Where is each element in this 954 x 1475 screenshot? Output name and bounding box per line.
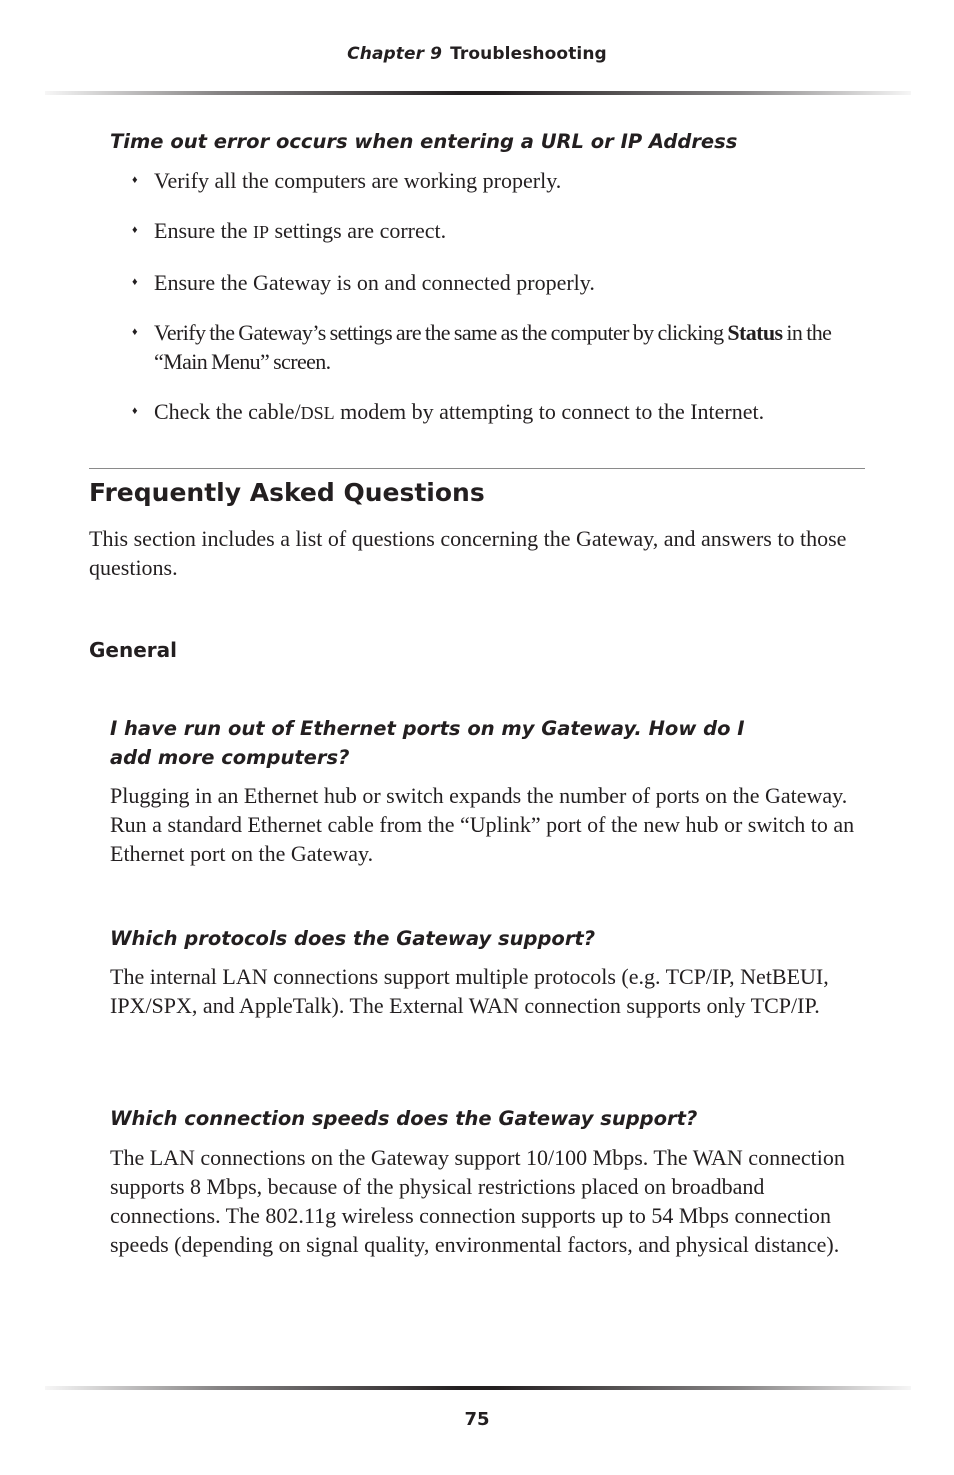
- header-rule: [45, 91, 911, 95]
- faq-question: Which protocols does the Gateway support?: [110, 927, 596, 950]
- faq-answer: Plugging in an Ethernet hub or switch expands the number of ports on the Gateway. Run a standard Ethernet cable from the “Uplink” port of the new hub or switch to an Ethernet port on the Gateway.: [110, 783, 855, 866]
- bullet-item: ♦ Verify the Gateway’s settings are the same as the computer by clicking Status in the “Main Menu” screen.: [132, 320, 832, 374]
- bullet-icon: ♦: [132, 174, 138, 186]
- faq-intro: This section includes a list of questions concerning the Gateway, and answers to those questions.: [89, 526, 847, 580]
- footer-rule: [45, 1386, 911, 1390]
- faq-title: Frequently Asked Questions: [89, 478, 485, 507]
- page-number: 75: [464, 1409, 490, 1430]
- faq-answer: The internal LAN connections support multiple protocols (e.g. TCP/IP, NetBEUI, IPX/SPX, and AppleTalk). The External WAN connection supports only TCP/IP.: [110, 964, 829, 1018]
- timeout-bullet-list: [130, 166, 860, 449]
- bullet-icon: ♦: [132, 224, 138, 236]
- bullet-icon: ♦: [132, 326, 138, 338]
- faq-question: Which connection speeds does the Gateway support?: [110, 1107, 698, 1130]
- faq-question: I have run out of Ethernet ports on my Gateway. How do I add more computers?: [110, 717, 745, 769]
- section-divider: [89, 468, 865, 469]
- chapter-label: Chapter 9: [347, 44, 443, 64]
- chapter-title: Troubleshooting: [450, 44, 607, 64]
- bullet-item: ♦ Ensure the IP settings are correct.: [132, 218, 447, 243]
- timeout-heading: Time out error occurs when entering a URL or IP Address: [110, 130, 738, 153]
- bullet-item: ♦ Verify all the computers are working properly.: [132, 168, 562, 193]
- bullet-item: ♦ Ensure the Gateway is on and connected properly.: [132, 270, 595, 295]
- bullet-icon: ♦: [132, 276, 138, 288]
- status-term: Status: [727, 320, 783, 345]
- running-header: [0, 44, 954, 64]
- general-heading: General: [89, 638, 177, 662]
- bullet-item: ♦ Check the cable/DSL modem by attempting to connect to the Internet.: [132, 399, 765, 424]
- bullet-icon: ♦: [132, 405, 138, 417]
- faq-answer: The LAN connections on the Gateway support 10/100 Mbps. The WAN connection supports 8 Mbps, because of the physical restrictions placed on broadband connections. The 802.11g wireless connection supports up to 54 Mbps connection speeds (depending on signal quality, environmental factors, and physical distance).: [110, 1145, 845, 1257]
